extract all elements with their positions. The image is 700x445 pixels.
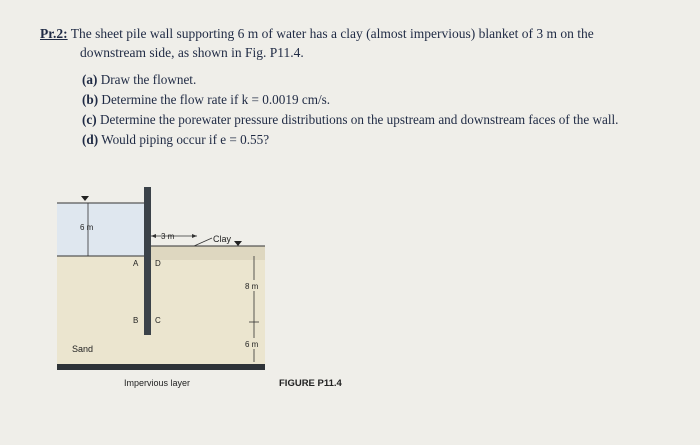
water-depth-label: 6 m (80, 223, 94, 232)
point-b-label: B (133, 316, 139, 325)
clay-leader (194, 238, 212, 246)
figure-caption: FIGURE P11.4 (279, 378, 342, 389)
point-c-label: C (155, 316, 161, 325)
depth-8m-label: 8 m (245, 282, 259, 291)
part-b: (b) Determine the flow rate if k = 0.0019 cm/s. (82, 92, 331, 107)
impervious-layer (57, 364, 265, 370)
part-a: (a) Draw the flownet. (82, 72, 197, 87)
downstream-level-marker (234, 241, 242, 246)
part-d: (d) Would piping occur if e = 0.55? (82, 132, 270, 147)
point-d-label: D (155, 259, 161, 268)
dim-arrow-right (192, 234, 197, 238)
clay-blanket (151, 246, 265, 260)
part-c: (c) Determine the porewater pressure distributions on the upstream and downstream faces of the wall. (82, 112, 619, 127)
water-level-marker (81, 196, 89, 201)
impervious-label: Impervious layer (124, 378, 191, 388)
depth-6m-label: 6 m (245, 340, 259, 349)
problem-text-line1: The sheet pile wall supporting 6 m of water has a clay (almost impervious) blanket of 3 m on the (70, 26, 594, 41)
point-a-label: A (133, 259, 139, 268)
sand-label: Sand (72, 344, 94, 354)
problem-label: Pr.2: (40, 26, 68, 41)
water-region (57, 203, 144, 256)
dim-arrow-left (151, 234, 156, 238)
sheet-pile-wall (144, 187, 151, 335)
problem-text-line2: downstream side, as shown in Fig. P11.4. (80, 45, 304, 60)
clay-width-label: 3 m (161, 232, 175, 241)
clay-label: Clay (213, 234, 232, 244)
